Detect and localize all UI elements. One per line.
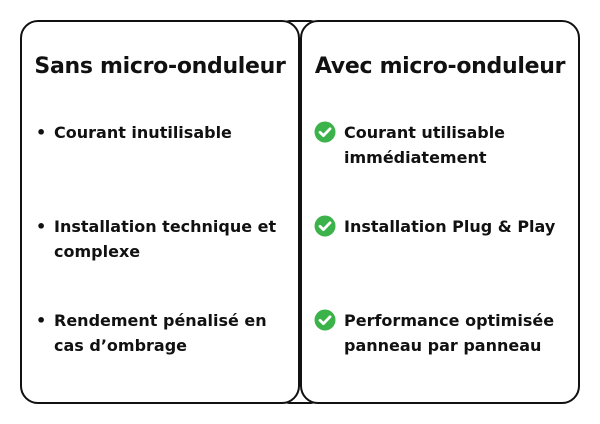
list-item (314, 308, 572, 358)
list-item (36, 308, 290, 358)
check-circle-icon (314, 309, 336, 331)
check-circle-icon (314, 121, 336, 143)
bullet-dot-icon: • (36, 311, 47, 330)
list-item (314, 120, 572, 170)
with-microinverter-card (300, 20, 580, 404)
card-title: Avec micro-onduleur (314, 54, 566, 79)
list-item-text: Rendement pénalisé en cas d’ombrage (54, 311, 267, 355)
list-item-text: Courant inutilisable (54, 123, 232, 142)
without-microinverter-card (20, 20, 300, 404)
list-item-text: Performance optimisée panneau par panneau (344, 311, 555, 355)
list-item-text: Installation technique et complexe (54, 217, 277, 261)
list-item-text: Courant utilisable immédiatement (344, 123, 506, 167)
bullet-dot-icon: • (36, 123, 47, 142)
list-item-text: Installation Plug & Play (344, 217, 556, 236)
list-item (314, 214, 572, 239)
check-circle-icon (314, 215, 336, 237)
list-item (36, 214, 290, 264)
card-title: Sans micro-onduleur (34, 54, 286, 79)
list-item (36, 120, 290, 145)
bullet-dot-icon: • (36, 217, 47, 236)
